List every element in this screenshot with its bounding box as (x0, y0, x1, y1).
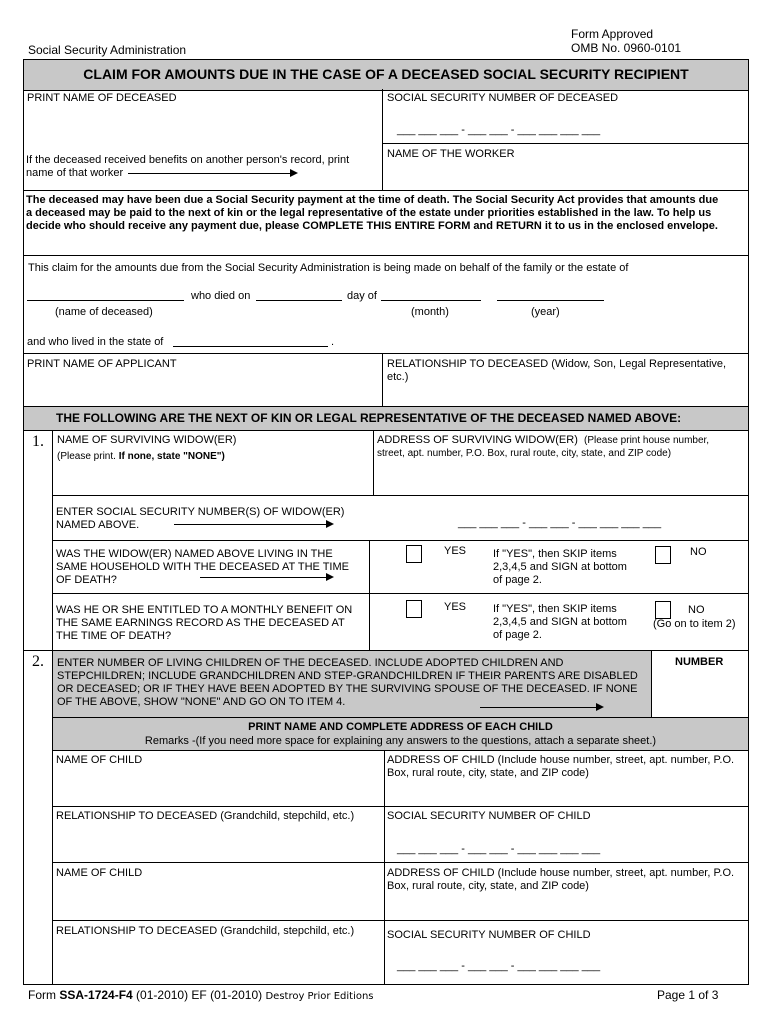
widow-address-label: ADDRESS OF SURVIVING WIDOW(ER) (Please print house number, street, apt. number, P.O. Box, rural route, city, state, and ZIP code) (377, 434, 710, 459)
entitled-no-checkbox[interactable] (655, 601, 671, 619)
divider (52, 495, 748, 496)
divider (369, 540, 370, 650)
child-2-address-label: ADDRESS OF CHILD (Include house number, street, apt. number, P.O. Box, rural route, city, state, and ZIP code) (387, 867, 735, 892)
lived-in-label: and who lived in the state of (27, 336, 164, 348)
month-caption: (month) (411, 306, 449, 318)
divider (52, 540, 748, 541)
divider (23, 353, 748, 354)
other-record-label: If the deceased received benefits on another person's record, print name of that worker (26, 154, 350, 179)
household-question: WAS THE WIDOW(ER) NAMED ABOVE LIVING IN THE SAME HOUSEHOLD WITH THE DECEASED AT THE TIME OF DEATH? (56, 548, 349, 586)
deceased-name-label: PRINT NAME OF DECEASED (27, 92, 177, 104)
form-border-left (23, 89, 24, 985)
child-1-ssn-blank[interactable]: ___ ___ ___ - ___ ___ - ___ ___ ___ ___ (397, 843, 601, 855)
arrow-icon (480, 707, 596, 708)
children-instructions: ENTER NUMBER OF LIVING CHILDREN OF THE DECEASED. INCLUDE ADOPTED CHILDREN AND STEPCHILDREN; INCLUDE GRANDCHILDREN AND STEP-GRANDCHILDREN IF THEIR PARENTS ARE DISABLED OR DECEASED; OR IF THEY HAVE BEEN ADOPTED BY THE SURVIVING SPOUSE OF THE DECEASED. IF NONE OF THE ABOVE, SHOW "NONE" AND GO ON TO ITEM 4. (57, 657, 638, 708)
divider (52, 862, 748, 863)
divider (52, 750, 748, 751)
child-1-ssn-label: SOCIAL SECURITY NUMBER OF CHILD (387, 810, 591, 822)
go-on-note: (Go on to item 2) (653, 618, 736, 630)
item-2-number: 2. (32, 653, 44, 670)
form-border-right (748, 89, 749, 985)
page-number: Page 1 of 3 (657, 988, 719, 1002)
household-if-yes-note: If "YES", then SKIP items 2,3,4,5 and SIGN at bottom of page 2. (493, 548, 627, 586)
omb-number: OMB No. 0960-0101 (571, 41, 682, 55)
divider (52, 650, 53, 985)
arrow-icon (200, 577, 326, 578)
claim-line: This claim for the amounts due from the Social Security Administration is being made on behalf of the family or the estate of (28, 262, 629, 274)
divider (23, 190, 748, 191)
arrow-icon (128, 173, 290, 174)
entitled-yes-label: YES (444, 601, 467, 613)
household-yes-checkbox[interactable] (406, 545, 422, 563)
entitled-if-yes-note: If "YES", then SKIP items 2,3,4,5 and SIGN at bottom of page 2. (493, 603, 627, 641)
remarks-note: Remarks -(If you need more space for explaining any answers to the questions, attach a separate sheet.) (144, 735, 657, 747)
form-title: CLAIM FOR AMOUNTS DUE IN THE CASE OF A DECEASED SOCIAL SECURITY RECIPIENT (83, 66, 689, 82)
divider (651, 650, 652, 717)
child-2-ssn-label: SOCIAL SECURITY NUMBER OF CHILD (387, 929, 591, 941)
year-blank[interactable] (497, 300, 604, 301)
state-blank[interactable] (173, 346, 328, 347)
divider (23, 255, 748, 256)
divider (382, 143, 748, 144)
child-2-name-label: NAME OF CHILD (56, 867, 143, 879)
deceased-ssn-blank[interactable]: ___ ___ ___ - ___ ___ - ___ ___ ___ ___ (397, 124, 601, 136)
entitled-question: WAS HE OR SHE ENTITLED TO A MONTHLY BENEFIT ON THE SAME EARNINGS RECORD AS THE DECEASED AT THE TIME OF DEATH? (56, 604, 353, 642)
divider (382, 353, 383, 407)
next-of-kin-header: THE FOLLOWING ARE THE NEXT OF KIN OR LEGAL REPRESENTATIVE OF THE DECEASED NAMED ABOVE: (56, 411, 682, 425)
form-id: Form SSA-1724-F4 (01-2010) EF (01-2010) Destroy Prior Editions (28, 988, 374, 1002)
divider (52, 593, 748, 594)
widow-name-label: NAME OF SURVIVING WIDOW(ER) (57, 434, 237, 446)
year-caption: (year) (531, 306, 560, 318)
applicant-relationship-label: RELATIONSHIP TO DECEASED (Widow, Son, Legal Representative, etc.) (387, 358, 727, 383)
child-1-relationship-label: RELATIONSHIP TO DECEASED (Grandchild, stepchild, etc.) (56, 810, 355, 822)
children-header: PRINT NAME AND COMPLETE ADDRESS OF EACH CHILD (248, 721, 553, 733)
child-1-name-label: NAME OF CHILD (56, 754, 143, 766)
who-died-on-label: who died on (191, 290, 251, 302)
child-2-relationship-label: RELATIONSHIP TO DECEASED (Grandchild, stepchild, etc.) (56, 925, 355, 937)
period: . (331, 336, 335, 348)
divider (23, 984, 748, 985)
household-no-checkbox[interactable] (655, 546, 671, 564)
agency-name: Social Security Administration (28, 43, 187, 57)
child-2-ssn-blank[interactable]: ___ ___ ___ - ___ ___ - ___ ___ ___ ___ (397, 960, 601, 972)
divider (384, 750, 385, 985)
number-label: NUMBER (675, 656, 724, 668)
item-1-number: 1. (32, 433, 44, 450)
name-of-deceased-caption: (name of deceased) (55, 306, 153, 318)
day-blank[interactable] (256, 300, 342, 301)
intro-paragraph: The deceased may have been due a Social Security payment at the time of death. The Social Security Act provides that amounts due a deceased may be paid to the next of kin or the legal representative of the estate under priorities established in the law. To help us decide who should receive any payment due, please COMPLETE THIS ENTIRE FORM and RETURN it to us in the enclosed envelope. (26, 194, 719, 232)
divider (52, 806, 748, 807)
child-1-address-label: ADDRESS OF CHILD (Include house number, street, apt. number, P.O. Box, rural route, city, state, and ZIP code) (387, 754, 735, 779)
entitled-yes-checkbox[interactable] (406, 600, 422, 618)
day-of-label: day of (347, 290, 377, 302)
month-blank[interactable] (381, 300, 481, 301)
applicant-name-label: PRINT NAME OF APPLICANT (27, 358, 177, 370)
divider (52, 920, 748, 921)
form-approved-label: Form Approved (571, 27, 654, 41)
household-yes-label: YES (444, 545, 467, 557)
deceased-name-blank[interactable] (27, 300, 184, 301)
widow-ssn-blank[interactable]: ___ ___ ___ - ___ ___ - ___ ___ ___ ___ (458, 517, 662, 529)
widow-ssn-label: ENTER SOCIAL SECURITY NUMBER(S) OF WIDOW(ER) NAMED ABOVE. (56, 506, 345, 531)
divider (382, 89, 383, 191)
divider (23, 430, 748, 431)
household-no-label: NO (690, 546, 707, 558)
arrow-icon (174, 524, 326, 525)
entitled-no-label: NO (688, 604, 705, 616)
deceased-ssn-label: SOCIAL SECURITY NUMBER OF DECEASED (387, 92, 619, 104)
widow-name-hint: (Please print. If none, state "NONE") (57, 451, 225, 462)
divider (373, 430, 374, 495)
worker-name-label: NAME OF THE WORKER (387, 148, 515, 160)
